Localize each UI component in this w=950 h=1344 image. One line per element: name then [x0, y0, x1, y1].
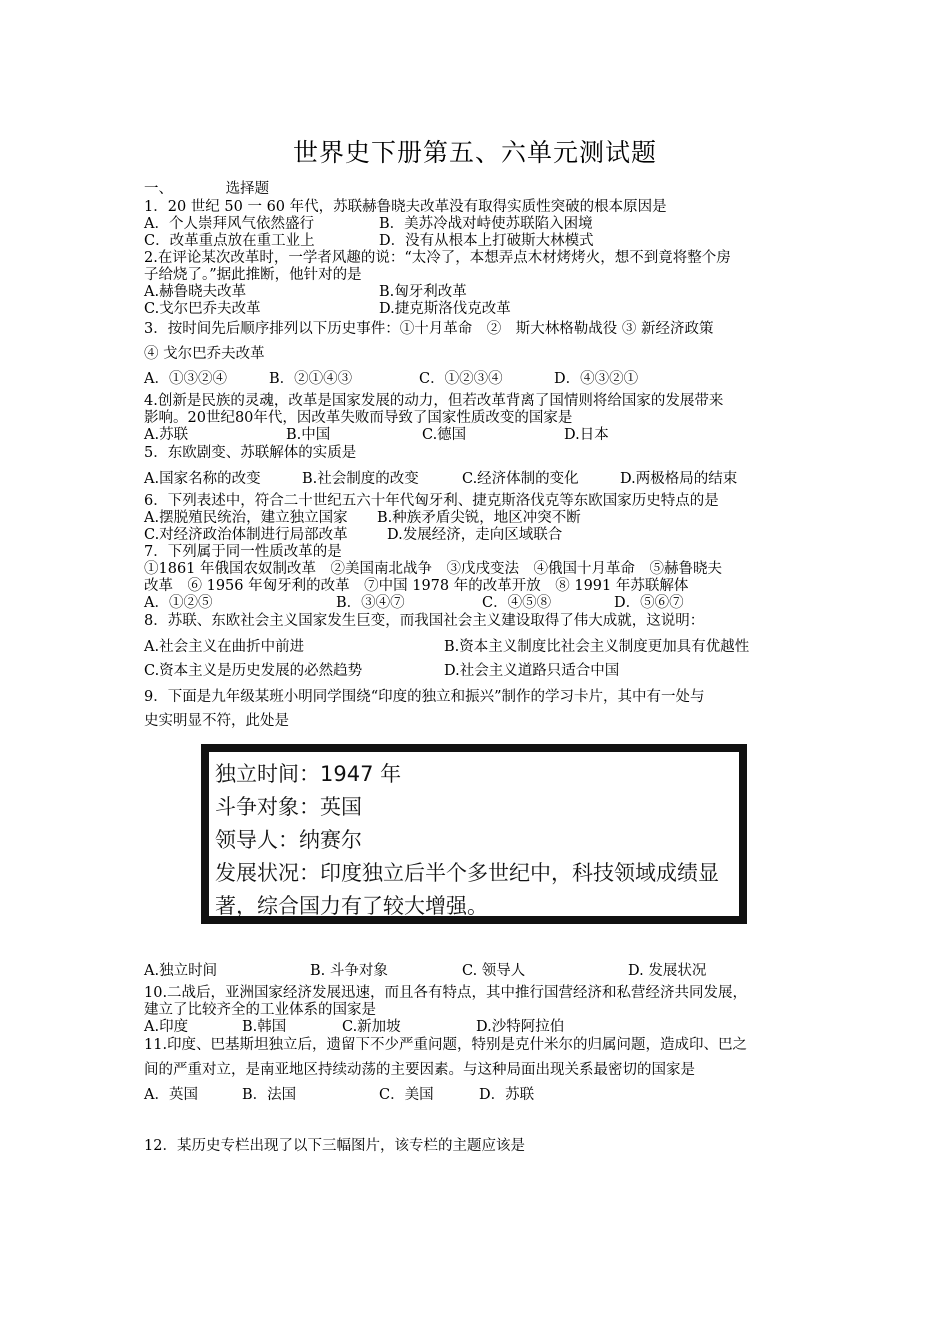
text-segment: B．③④⑦ — [336, 595, 405, 611]
text-segment: D.发展经济，走向区域联合 — [387, 527, 563, 543]
text-segment: A.苏联 — [144, 427, 189, 443]
text-segment: D. 发展状况 — [628, 963, 707, 979]
section-number: 一、 — [144, 181, 173, 197]
text-segment: 建立了比较齐全的工业体系的国家是 — [144, 1002, 376, 1018]
text-segment: 影响。20世纪80年代，因改革失败而导致了国家性质改变的国家是 — [144, 410, 573, 426]
text-segment: B.匈牙利改革 — [379, 284, 467, 300]
text-segment: D.沙特阿拉伯 — [476, 1019, 565, 1035]
text-segment: B.种族矛盾尖锐，地区冲突不断 — [377, 510, 581, 526]
text-segment: 9．下面是九年级某班小明同学围绕“印度的独立和振兴”制作的学习卡片，其中有一处与 — [144, 689, 705, 705]
text-segment: 12．某历史专栏出现了以下三幅图片，该专栏的主题应该是 — [144, 1138, 525, 1154]
text-segment: C.对经济政治体制进行局部改革 — [144, 527, 348, 543]
text-segment: C.戈尔巴乔夫改革 — [144, 301, 261, 317]
text-segment: 4.创新是民族的灵魂，改革是国家发展的动力，但若改革背离了国情则将给国家的发展带来 — [144, 393, 724, 409]
text-segment: C．④⑤⑧ — [482, 595, 552, 611]
text-segment: B. 斗争对象 — [310, 963, 388, 979]
text-segment: 史实明显不符，此处是 — [144, 713, 289, 729]
text-segment: A．①③②④ — [144, 371, 227, 387]
text-segment: D.社会主义道路只适合中国 — [444, 663, 620, 679]
text-segment: A.独立时间 — [144, 963, 218, 979]
text-segment: B．美苏冷战对峙使苏联陷入困境 — [379, 216, 593, 232]
section-heading — [144, 180, 269, 198]
text-segment: C.经济体制的变化 — [462, 471, 579, 487]
text-segment: B.资本主义制度比社会主义制度更加具有优越性 — [444, 639, 750, 655]
text-segment: C.德国 — [422, 427, 467, 443]
text-segment: D．⑤⑥⑦ — [614, 595, 684, 611]
text-segment: C.新加坡 — [342, 1019, 401, 1035]
text-segment: D．苏联 — [479, 1087, 535, 1103]
card-line: 著，综合国力有了较大增强。 — [215, 894, 488, 918]
card-line: 斗争对象：英国 — [215, 795, 362, 819]
study-card — [201, 744, 747, 924]
text-segment: B.韩国 — [242, 1019, 287, 1035]
text-segment: C.资本主义是历史发展的必然趋势 — [144, 663, 363, 679]
text-segment: C．改革重点放在重工业上 — [144, 233, 315, 249]
text-segment: D.两极格局的结束 — [620, 471, 738, 487]
text-segment: A.国家名称的改变 — [144, 471, 261, 487]
text-segment: 6．下列表述中，符合二十世纪五六十年代匈牙利、捷克斯洛伐克等东欧国家历史特点的是 — [144, 493, 719, 509]
section-label: 选择题 — [225, 181, 270, 197]
text-segment: D．没有从根本上打破斯大林模式 — [379, 233, 594, 249]
text-segment: 子给烧了。”据此推断，他针对的是 — [144, 267, 362, 283]
text-segment: 11.印度、巴基斯坦独立后，遗留下不少严重问题，特别是克什米尔的归属问题，造成印、巴之 — [144, 1037, 748, 1053]
text-segment: 7．下列属于同一性质改革的是 — [144, 544, 342, 560]
text-segment: C. 领导人 — [462, 963, 526, 979]
text-segment: D．④③②① — [554, 371, 639, 387]
text-segment: 3．按时间先后顺序排列以下历史事件：①十月革命 ② 斯大林格勒战役 ③ 新经济政策 — [144, 321, 714, 337]
text-segment: 5．东欧剧变、苏联解体的实质是 — [144, 445, 357, 461]
text-segment: D.捷克斯洛伐克改革 — [379, 301, 511, 317]
text-segment: 10.二战后，亚洲国家经济发展迅速，而且各有特点，其中推行国营经济和私营经济共同发展， — [144, 985, 748, 1001]
page-title: 世界史下册第五、六单元测试题 — [292, 138, 657, 167]
text-segment: ④ 戈尔巴乔夫改革 — [144, 346, 265, 362]
text-segment: A．个人崇拜风气依然盛行 — [144, 216, 314, 232]
text-segment: C．①②③④ — [419, 371, 503, 387]
text-segment: A.摆脱殖民统治，建立独立国家 — [144, 510, 348, 526]
text-segment: B.中国 — [286, 427, 331, 443]
text-segment: ①1861 年俄国农奴制改革 ②美国南北战争 ③戊戌变法 ④俄国十月革命 ⑤赫鲁晓夫 — [144, 561, 723, 577]
text-segment: A.印度 — [144, 1019, 189, 1035]
text-segment: A．英国 — [144, 1087, 198, 1103]
text-segment: A.赫鲁晓夫改革 — [144, 284, 247, 300]
text-segment: C．美国 — [379, 1087, 434, 1103]
text-segment: B．②①④③ — [269, 371, 353, 387]
text-segment: 8．苏联、东欧社会主义国家发生巨变，而我国社会主义建设取得了伟大成就，这说明： — [144, 613, 705, 629]
text-segment: 间的严重对立，是南亚地区持续动荡的主要因素。与这种局面出现关系最密切的国家是 — [144, 1062, 695, 1078]
card-line: 发展状况：印度独立后半个多世纪中，科技领域成绩显 — [215, 861, 719, 885]
text-segment: 2.在评论某次改革时，一学者风趣的说：“太冷了，本想弄点木材烤烤火，想不到竟将整个房 — [144, 250, 731, 266]
card-line: 独立时间：1947 年 — [215, 762, 402, 786]
text-segment: 改革 ⑥ 1956 年匈牙利的改革 ⑦中国 1978 年的改革开放 ⑧ 1991 年苏联解体 — [144, 578, 689, 594]
card-line: 领导人：纳赛尔 — [215, 828, 362, 852]
text-segment: A．①②⑤ — [144, 595, 213, 611]
text-segment: B.社会制度的改变 — [302, 471, 419, 487]
text-segment: A.社会主义在曲折中前进 — [144, 639, 305, 655]
text-segment: D.日本 — [564, 427, 609, 443]
text-segment: B．法国 — [242, 1087, 297, 1103]
text-segment: 1．20 世纪 50 一 60 年代，苏联赫鲁晓夫改革没有取得实质性突破的根本原因是 — [144, 199, 667, 215]
